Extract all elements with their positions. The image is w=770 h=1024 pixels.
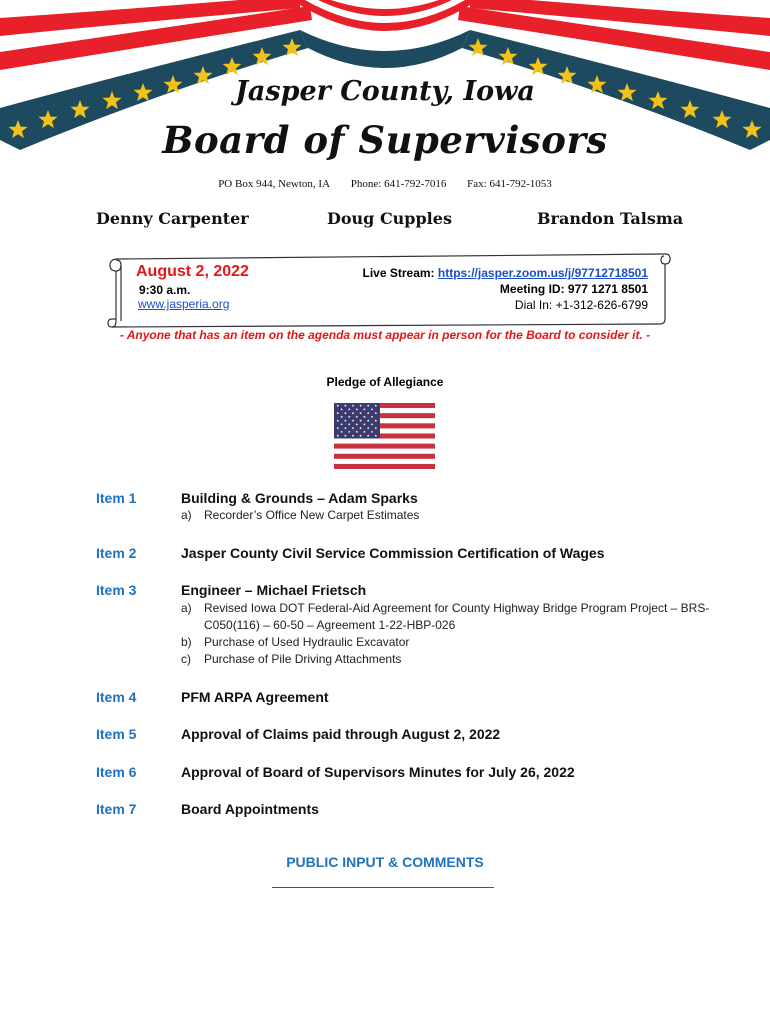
item-label: Item 6	[96, 764, 137, 780]
supervisor-name: Brandon Talsma	[537, 209, 684, 228]
meeting-time: 9:30 a.m.	[139, 283, 191, 297]
supervisor-name: Denny Carpenter	[96, 209, 249, 228]
sub-list	[181, 600, 714, 668]
sub-marker: b)	[181, 635, 192, 649]
item-title: PFM ARPA Agreement	[181, 689, 329, 705]
sub-marker: c)	[181, 652, 191, 666]
meeting-date: August 2, 2022	[136, 263, 249, 280]
county-title: Jasper County, Iowa	[235, 76, 535, 107]
item-label: Item 1	[96, 490, 137, 506]
po-box: PO Box 944, Newton, IA	[218, 178, 331, 190]
sub-list	[181, 507, 714, 524]
attendance-notice: - Anyone that has an item on the agenda must appear in person for the Board to consider it. -	[119, 328, 651, 342]
flag-stripe	[334, 439, 435, 444]
sub-marker: a)	[181, 508, 192, 522]
item-title: Engineer – Michael Frietsch	[181, 582, 367, 598]
item-title: Jasper County Civil Service Commission Certification of Wages	[181, 545, 605, 561]
flag-stripe	[334, 454, 435, 459]
sub-text: Recorder’s Office New Carpet Estimates	[204, 508, 420, 522]
board-title: Board of Supervisors	[162, 118, 608, 162]
item-label: Item 5	[96, 726, 137, 742]
item-title: Building & Grounds – Adam Sparks	[181, 490, 418, 506]
item-title: Board Appointments	[181, 801, 319, 817]
sub-text: Revised Iowa DOT Federal-Aid Agreement for County Highway Bridge Program Project – BRS-C050(116) – 60-50 – Agreement 1-22-HBP-026	[204, 601, 710, 632]
live-stream-link[interactable]: https://jasper.zoom.us/j/97712718501	[437, 266, 648, 280]
phone: Phone: 641-792-7016	[350, 178, 447, 190]
flag-stripe	[334, 464, 435, 469]
sub-item	[181, 634, 714, 651]
item-label: Item 2	[96, 545, 137, 561]
red-divider	[272, 887, 494, 888]
live-stream-label: Live Stream:	[362, 266, 438, 280]
dial-in: Dial In: +1-312-626-6799	[514, 298, 648, 312]
supervisor-name: Doug Cupples	[327, 209, 452, 228]
item-title: Approval of Board of Supervisors Minutes for July 26, 2022	[181, 764, 575, 780]
item-title: Approval of Claims paid through August 2, 2022	[181, 726, 501, 742]
sub-text: Purchase of Pile Driving Attachments	[204, 652, 402, 666]
pledge-heading: Pledge of Allegiance	[326, 375, 444, 389]
sub-item	[181, 507, 714, 524]
item-label: Item 7	[96, 801, 137, 817]
item-label: Item 4	[96, 689, 137, 705]
sub-text: Purchase of Used Hydraulic Excavator	[204, 635, 410, 649]
sub-item	[181, 600, 714, 634]
sub-marker: a)	[181, 601, 192, 615]
flag-stripe	[334, 459, 435, 464]
flag-stripe	[334, 449, 435, 454]
meeting-id: Meeting ID: 977 1271 8501	[499, 282, 648, 296]
live-stream-line	[363, 266, 648, 280]
sub-item	[181, 651, 714, 668]
flag-stripe	[334, 444, 435, 449]
public-input-heading: PUBLIC INPUT & COMMENTS	[286, 854, 484, 870]
item-label: Item 3	[96, 582, 137, 598]
website-link[interactable]: www.jasperia.org	[138, 297, 230, 311]
us-flag-icon	[334, 403, 435, 469]
fax: Fax: 641-792-1053	[467, 178, 552, 190]
contact-line	[0, 178, 770, 190]
